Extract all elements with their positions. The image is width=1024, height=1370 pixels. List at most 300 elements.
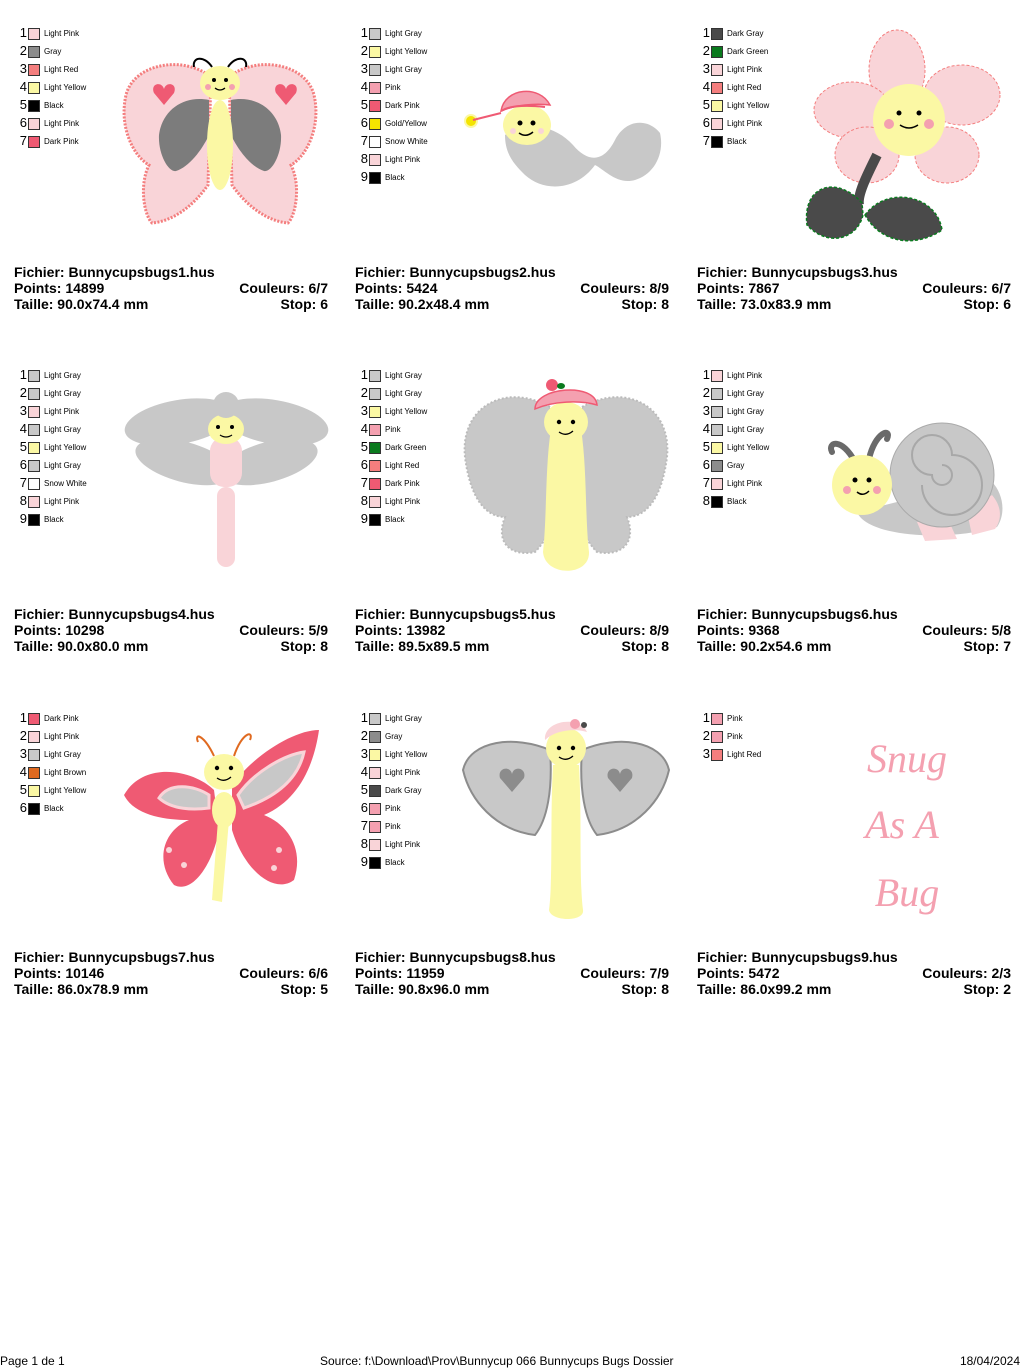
legend-row <box>14 511 114 529</box>
color-swatch <box>369 46 381 58</box>
design-text-line-3: Bug <box>874 870 940 915</box>
color-legend <box>355 710 455 872</box>
design-info <box>697 606 1011 654</box>
color-number: 7 <box>19 133 27 148</box>
color-count: Couleurs: 8/9 <box>580 622 669 638</box>
color-swatch <box>369 514 381 526</box>
file-name: Fichier: Bunnycupsbugs5.hus <box>355 606 556 622</box>
color-name: Light Gray <box>44 750 81 759</box>
snail-embroidery <box>797 367 1019 595</box>
color-name: Light Pink <box>385 497 421 506</box>
color-name: Dark Gray <box>385 786 422 795</box>
color-number: 4 <box>19 79 27 94</box>
color-number: 1 <box>360 367 368 382</box>
color-name: Light Yellow <box>385 407 428 416</box>
legend-row <box>355 385 455 403</box>
legend-row <box>14 475 114 493</box>
color-swatch <box>28 803 40 815</box>
dragonfly-embroidery <box>114 367 336 595</box>
color-number: 1 <box>702 367 710 382</box>
stop-count: Stop: 7 <box>963 638 1011 654</box>
color-number: 8 <box>360 493 368 508</box>
legend-row <box>697 43 797 61</box>
color-count: Couleurs: 2/3 <box>922 965 1011 981</box>
color-swatch <box>711 749 723 761</box>
legend-row <box>14 133 114 151</box>
legend-row <box>697 97 797 115</box>
design-info <box>697 264 1011 312</box>
color-swatch <box>369 496 381 508</box>
color-name: Pink <box>385 822 401 831</box>
color-number: 5 <box>360 439 368 454</box>
legend-row <box>14 746 114 764</box>
color-swatch <box>711 118 723 130</box>
butterfly-gray-with-hat-embroidery <box>455 367 677 595</box>
color-legend <box>697 710 797 764</box>
color-name: Light Pink <box>44 119 80 128</box>
color-name: Light Gray <box>44 389 81 398</box>
color-swatch <box>711 460 723 472</box>
color-name: Pink <box>385 804 401 813</box>
legend-row <box>14 43 114 61</box>
legend-row <box>14 710 114 728</box>
color-swatch <box>369 442 381 454</box>
color-swatch <box>28 478 40 490</box>
color-swatch <box>369 803 381 815</box>
color-legend <box>14 25 114 151</box>
color-name: Light Pink <box>385 840 421 849</box>
design-info <box>355 606 669 654</box>
color-number: 6 <box>702 457 710 472</box>
color-swatch <box>369 172 381 184</box>
stitch-points: Points: 10146 <box>14 965 105 981</box>
color-swatch <box>28 749 40 761</box>
legend-row <box>355 511 455 529</box>
design-text-line-2: As A <box>865 802 939 847</box>
stop-count: Stop: 6 <box>280 296 328 312</box>
legend-row <box>355 403 455 421</box>
color-number: 9 <box>360 169 368 184</box>
color-name: Dark Green <box>385 443 427 452</box>
legend-row <box>355 710 455 728</box>
color-swatch <box>711 713 723 725</box>
design-info <box>14 264 328 312</box>
color-number: 8 <box>702 493 710 508</box>
color-name: Light Pink <box>727 371 763 380</box>
color-swatch <box>28 514 40 526</box>
stop-count: Stop: 2 <box>963 981 1011 997</box>
color-name: Light Yellow <box>385 47 428 56</box>
color-count: Couleurs: 5/8 <box>922 622 1011 638</box>
color-swatch <box>711 442 723 454</box>
legend-row <box>14 493 114 511</box>
color-name: Light Pink <box>44 29 80 38</box>
legend-row <box>355 25 455 43</box>
color-name: Pink <box>727 732 743 741</box>
color-name: Dark Gray <box>727 29 764 38</box>
color-swatch <box>711 82 723 94</box>
legend-row <box>697 475 797 493</box>
color-legend <box>14 367 114 529</box>
flower-embroidery <box>797 25 1019 253</box>
color-number: 6 <box>19 115 27 130</box>
color-name: Light Brown <box>44 768 87 777</box>
legend-row <box>355 800 455 818</box>
legend-row <box>355 151 455 169</box>
file-name: Fichier: Bunnycupsbugs1.hus <box>14 264 215 280</box>
stop-count: Stop: 8 <box>621 296 669 312</box>
stitch-points: Points: 11959 <box>355 965 445 981</box>
color-number: 6 <box>360 800 368 815</box>
color-number: 9 <box>19 511 27 526</box>
color-swatch <box>28 64 40 76</box>
color-number: 1 <box>360 710 368 725</box>
legend-row <box>355 475 455 493</box>
color-name: Light Red <box>727 83 762 92</box>
color-name: Gray <box>727 461 745 470</box>
color-swatch <box>28 731 40 743</box>
color-name: Pink <box>385 83 401 92</box>
file-name: Fichier: Bunnycupsbugs7.hus <box>14 949 215 965</box>
color-name: Light Gray <box>385 65 422 74</box>
color-number: 8 <box>19 493 27 508</box>
color-swatch <box>369 478 381 490</box>
legend-row <box>697 457 797 475</box>
color-name: Light Gray <box>44 425 81 434</box>
legend-row <box>14 367 114 385</box>
color-number: 3 <box>19 746 27 761</box>
color-swatch <box>711 424 723 436</box>
color-number: 2 <box>19 43 27 58</box>
legend-row <box>697 746 797 764</box>
color-swatch <box>28 460 40 472</box>
color-swatch <box>369 424 381 436</box>
color-number: 2 <box>702 728 710 743</box>
color-name: Pink <box>385 425 401 434</box>
color-swatch <box>369 731 381 743</box>
color-swatch <box>369 82 381 94</box>
legend-row <box>355 854 455 872</box>
legend-row <box>14 403 114 421</box>
color-name: Light Gray <box>727 425 764 434</box>
color-number: 7 <box>360 133 368 148</box>
legend-row <box>355 367 455 385</box>
legend-row <box>355 61 455 79</box>
color-swatch <box>369 460 381 472</box>
color-swatch <box>28 46 40 58</box>
legend-row <box>697 61 797 79</box>
color-number: 6 <box>19 800 27 815</box>
color-swatch <box>369 713 381 725</box>
color-swatch <box>711 370 723 382</box>
color-swatch <box>28 713 40 725</box>
color-legend <box>355 367 455 529</box>
color-swatch <box>369 118 381 130</box>
source-path: Source: f:\Download\Prov\Bunnycup 066 Bunnycups Bugs Dossier <box>320 1354 674 1368</box>
color-count: Couleurs: 6/7 <box>922 280 1011 296</box>
color-count: Couleurs: 6/6 <box>239 965 328 981</box>
color-number: 5 <box>702 97 710 112</box>
color-name: Dark Pink <box>385 101 420 110</box>
color-swatch <box>369 767 381 779</box>
color-swatch <box>711 406 723 418</box>
legend-row <box>697 403 797 421</box>
color-number: 5 <box>19 439 27 454</box>
color-swatch <box>28 118 40 130</box>
legend-row <box>697 79 797 97</box>
color-number: 2 <box>19 385 27 400</box>
design-card-5 <box>355 367 675 667</box>
design-info <box>697 949 1011 997</box>
color-number: 2 <box>360 728 368 743</box>
color-number: 1 <box>360 25 368 40</box>
color-name: Light Pink <box>385 768 421 777</box>
legend-row <box>14 457 114 475</box>
color-number: 1 <box>702 25 710 40</box>
color-legend <box>697 25 797 151</box>
color-number: 3 <box>702 61 710 76</box>
color-name: Light Pink <box>44 732 80 741</box>
color-name: Light Gray <box>727 407 764 416</box>
color-number: 5 <box>19 97 27 112</box>
legend-row <box>697 25 797 43</box>
color-swatch <box>28 767 40 779</box>
color-name: Light Gray <box>385 29 422 38</box>
legend-row <box>697 385 797 403</box>
color-legend <box>14 710 114 818</box>
legend-row <box>355 818 455 836</box>
color-name: Light Pink <box>44 407 80 416</box>
color-count: Couleurs: 5/9 <box>239 622 328 638</box>
color-number: 6 <box>360 457 368 472</box>
color-name: Snow White <box>385 137 428 146</box>
color-swatch <box>369 136 381 148</box>
stitch-points: Points: 13982 <box>355 622 446 638</box>
color-number: 4 <box>19 764 27 779</box>
legend-row <box>355 79 455 97</box>
color-name: Light Yellow <box>44 83 87 92</box>
legend-row <box>697 728 797 746</box>
color-name: Light Yellow <box>727 443 770 452</box>
color-name: Light Pink <box>727 119 763 128</box>
color-number: 6 <box>360 115 368 130</box>
legend-row <box>355 115 455 133</box>
color-count: Couleurs: 6/7 <box>239 280 328 296</box>
butterfly-pink-embroidery <box>114 25 336 253</box>
color-swatch <box>369 388 381 400</box>
design-info <box>355 949 669 997</box>
legend-row <box>355 133 455 151</box>
legend-row <box>14 115 114 133</box>
color-name: Light Pink <box>385 155 421 164</box>
color-count: Couleurs: 8/9 <box>580 280 669 296</box>
color-name: Light Gray <box>727 389 764 398</box>
page-number: Page 1 de 1 <box>0 1354 65 1368</box>
color-swatch <box>711 64 723 76</box>
legend-row <box>697 493 797 511</box>
color-number: 3 <box>702 403 710 418</box>
legend-row <box>14 79 114 97</box>
file-name: Fichier: Bunnycupsbugs8.hus <box>355 949 556 965</box>
color-name: Dark Pink <box>385 479 420 488</box>
color-name: Snow White <box>44 479 87 488</box>
legend-row <box>697 439 797 457</box>
design-size: Taille: 86.0x99.2 mm <box>697 981 832 997</box>
color-name: Gray <box>385 732 403 741</box>
color-swatch <box>369 857 381 869</box>
legend-row <box>14 800 114 818</box>
color-legend <box>355 25 455 187</box>
stitch-points: Points: 10298 <box>14 622 105 638</box>
color-swatch <box>711 478 723 490</box>
color-name: Light Yellow <box>44 443 87 452</box>
legend-row <box>14 61 114 79</box>
color-number: 6 <box>19 457 27 472</box>
design-text-line-1: Snug <box>867 736 947 781</box>
color-swatch <box>28 785 40 797</box>
color-name: Black <box>44 804 64 813</box>
design-card-8 <box>355 710 675 1010</box>
stop-count: Stop: 8 <box>621 981 669 997</box>
design-card-7 <box>14 710 334 1010</box>
color-name: Light Red <box>44 65 79 74</box>
color-number: 7 <box>702 133 710 148</box>
color-name: Light Gray <box>44 371 81 380</box>
color-swatch <box>28 388 40 400</box>
color-swatch <box>369 785 381 797</box>
design-info <box>14 949 328 997</box>
color-number: 3 <box>360 746 368 761</box>
color-swatch <box>369 28 381 40</box>
color-swatch <box>711 100 723 112</box>
color-number: 1 <box>19 25 27 40</box>
color-number: 3 <box>702 746 710 761</box>
design-size: Taille: 89.5x89.5 mm <box>355 638 490 654</box>
color-name: Light Yellow <box>727 101 770 110</box>
design-card-9 <box>697 710 1017 1010</box>
color-number: 3 <box>19 61 27 76</box>
color-name: Light Pink <box>727 479 763 488</box>
legend-row <box>14 782 114 800</box>
color-swatch <box>369 64 381 76</box>
color-swatch <box>369 370 381 382</box>
legend-row <box>355 493 455 511</box>
legend-row <box>697 115 797 133</box>
print-date: 18/04/2024 <box>959 1354 1020 1368</box>
color-name: Black <box>44 515 64 524</box>
color-number: 5 <box>360 97 368 112</box>
file-name: Fichier: Bunnycupsbugs2.hus <box>355 264 556 280</box>
color-name: Dark Pink <box>44 714 79 723</box>
legend-row <box>355 836 455 854</box>
design-size: Taille: 90.0x80.0 mm <box>14 638 149 654</box>
color-swatch <box>28 136 40 148</box>
color-legend <box>697 367 797 511</box>
design-size: Taille: 90.2x54.6 mm <box>697 638 832 654</box>
legend-row <box>355 782 455 800</box>
color-swatch <box>369 821 381 833</box>
legend-row <box>14 385 114 403</box>
legend-row <box>14 764 114 782</box>
legend-row <box>355 421 455 439</box>
color-swatch <box>711 496 723 508</box>
color-number: 6 <box>702 115 710 130</box>
design-info <box>355 264 669 312</box>
file-name: Fichier: Bunnycupsbugs6.hus <box>697 606 898 622</box>
butterfly-dark-pink-embroidery <box>114 710 336 938</box>
design-size: Taille: 90.0x74.4 mm <box>14 296 149 312</box>
color-name: Black <box>727 497 747 506</box>
color-number: 4 <box>19 421 27 436</box>
design-size: Taille: 73.0x83.9 mm <box>697 296 832 312</box>
color-name: Pink <box>727 714 743 723</box>
color-count: Couleurs: 7/9 <box>580 965 669 981</box>
color-number: 3 <box>19 403 27 418</box>
color-number: 2 <box>702 385 710 400</box>
stitch-points: Points: 7867 <box>697 280 780 296</box>
color-swatch <box>28 100 40 112</box>
color-name: Black <box>385 173 405 182</box>
color-number: 5 <box>702 439 710 454</box>
color-number: 7 <box>360 475 368 490</box>
color-number: 5 <box>19 782 27 797</box>
legend-row <box>14 728 114 746</box>
design-size: Taille: 86.0x78.9 mm <box>14 981 149 997</box>
color-number: 3 <box>360 403 368 418</box>
color-swatch <box>28 424 40 436</box>
legend-row <box>355 728 455 746</box>
stop-count: Stop: 5 <box>280 981 328 997</box>
color-name: Black <box>44 101 64 110</box>
color-number: 2 <box>19 728 27 743</box>
color-number: 1 <box>19 710 27 725</box>
legend-row <box>355 169 455 187</box>
color-number: 7 <box>360 818 368 833</box>
color-swatch <box>28 406 40 418</box>
snug-as-a-bug-text-embroidery <box>797 710 1019 938</box>
color-name: Light Gray <box>44 461 81 470</box>
stop-count: Stop: 6 <box>963 296 1011 312</box>
color-name: Gold/Yellow <box>385 119 427 128</box>
color-swatch <box>711 136 723 148</box>
color-number: 4 <box>360 79 368 94</box>
color-name: Light Pink <box>44 497 80 506</box>
legend-row <box>355 439 455 457</box>
color-name: Black <box>385 515 405 524</box>
color-name: Light Red <box>727 750 762 759</box>
color-number: 4 <box>360 421 368 436</box>
legend-row <box>14 97 114 115</box>
color-name: Light Gray <box>385 389 422 398</box>
stop-count: Stop: 8 <box>280 638 328 654</box>
color-number: 9 <box>360 511 368 526</box>
color-swatch <box>28 82 40 94</box>
stop-count: Stop: 8 <box>621 638 669 654</box>
stitch-points: Points: 14899 <box>14 280 105 296</box>
color-name: Light Gray <box>385 714 422 723</box>
color-swatch <box>28 370 40 382</box>
stitch-points: Points: 5472 <box>697 965 780 981</box>
color-swatch <box>711 731 723 743</box>
color-name: Light Red <box>385 461 420 470</box>
color-swatch <box>28 28 40 40</box>
legend-row <box>14 439 114 457</box>
legend-row <box>697 421 797 439</box>
design-info <box>14 606 328 654</box>
file-name: Fichier: Bunnycupsbugs3.hus <box>697 264 898 280</box>
legend-row <box>697 133 797 151</box>
color-number: 2 <box>702 43 710 58</box>
